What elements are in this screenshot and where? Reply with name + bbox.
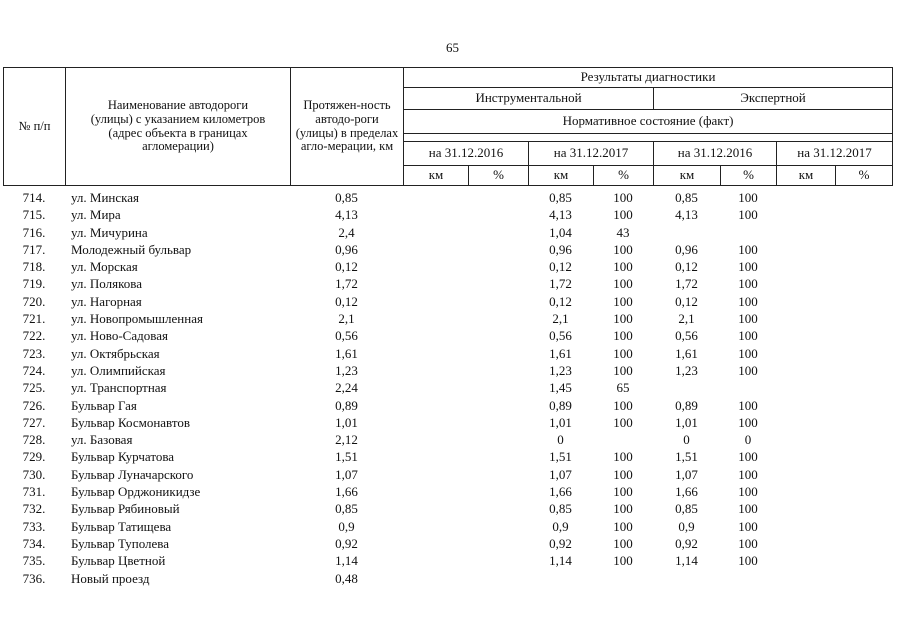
road-length: 0,85 <box>335 501 358 517</box>
road-name: Молодежный бульвар <box>71 241 192 257</box>
value-cell <box>835 189 892 206</box>
column-header-name: Наименование автодороги (улицы) с указанием километров (адрес объекта в границах агломерации) <box>66 68 291 186</box>
road-name: Бульвар Орджоникидзе <box>71 484 201 500</box>
road-length: 1,23 <box>335 362 358 378</box>
row-number: 722. <box>22 328 46 344</box>
table-row <box>3 345 892 362</box>
value-cell <box>776 258 835 275</box>
value-cell <box>468 535 528 552</box>
value-cell <box>776 275 835 292</box>
row-number: 729. <box>22 449 46 465</box>
value-cell: 0,12 <box>549 293 572 309</box>
value-cell: 100 <box>613 190 633 205</box>
value-cell <box>776 518 835 535</box>
header-unit: % <box>469 166 529 186</box>
value-cell: 100 <box>738 362 758 378</box>
value-cell <box>835 293 892 310</box>
value-cell: 100 <box>738 414 758 430</box>
value-cell: 100 <box>738 501 758 517</box>
header-spacer <box>404 134 893 142</box>
value-cell: 100 <box>738 397 758 413</box>
value-cell <box>776 293 835 310</box>
value-cell: 1,01 <box>675 414 698 430</box>
road-name: ул. Морская <box>71 259 138 275</box>
value-cell <box>468 397 528 414</box>
table-row <box>3 189 892 206</box>
table-row <box>3 327 892 344</box>
road-name: ул. Новопромышленная <box>71 311 203 327</box>
value-cell: 100 <box>613 518 633 534</box>
road-length: 1,72 <box>335 276 358 292</box>
value-cell <box>403 570 468 587</box>
row-number: 732. <box>22 501 46 517</box>
value-cell <box>776 241 835 258</box>
table-row <box>3 293 892 310</box>
value-cell: 100 <box>613 397 633 413</box>
value-cell: 0 <box>744 432 752 448</box>
value-cell <box>653 224 720 241</box>
value-cell <box>776 431 835 448</box>
road-name: ул. Мира <box>71 207 121 223</box>
row-number: 719. <box>22 276 46 292</box>
table-row <box>3 552 892 569</box>
header-date: на 31.12.2016 <box>404 142 529 166</box>
value-cell: 1,51 <box>675 449 698 465</box>
value-cell: 1,14 <box>675 553 698 569</box>
header-instrumental: Инструментальной <box>404 88 654 110</box>
table-row <box>3 448 892 465</box>
row-number: 733. <box>22 518 46 534</box>
value-cell: 100 <box>738 276 758 292</box>
value-cell <box>835 570 892 587</box>
value-cell <box>403 310 468 327</box>
value-cell <box>776 224 835 241</box>
value-cell: 100 <box>613 259 633 275</box>
value-cell: 100 <box>738 241 758 257</box>
value-cell <box>776 189 835 206</box>
value-cell: 100 <box>613 345 633 361</box>
value-cell <box>776 448 835 465</box>
road-length: 0,92 <box>335 535 358 551</box>
header-unit: км <box>654 166 721 186</box>
value-cell <box>776 535 835 552</box>
table-row <box>3 224 892 241</box>
road-name: ул. Олимпийская <box>71 362 166 378</box>
road-name: ул. Октябрьская <box>71 345 160 361</box>
value-cell: 0,12 <box>549 259 572 275</box>
value-cell <box>835 397 892 414</box>
table-row <box>3 310 892 327</box>
value-cell <box>835 275 892 292</box>
table-row <box>3 414 892 431</box>
value-cell: 100 <box>613 466 633 482</box>
header-results: Результаты диагностики <box>404 68 893 88</box>
header-expert: Экспертной <box>654 88 893 110</box>
value-cell: 100 <box>738 190 758 205</box>
value-cell <box>403 500 468 517</box>
value-cell <box>835 241 892 258</box>
value-cell <box>835 500 892 517</box>
value-cell: 1,14 <box>549 553 572 569</box>
value-cell <box>468 275 528 292</box>
road-length: 2,24 <box>335 380 358 396</box>
value-cell <box>653 379 720 396</box>
value-cell <box>720 379 776 396</box>
road-length: 0,9 <box>338 518 355 534</box>
table-row <box>3 466 892 483</box>
table-row <box>3 241 892 258</box>
value-cell: 0,85 <box>549 501 572 517</box>
value-cell: 100 <box>738 328 758 344</box>
value-cell <box>776 310 835 327</box>
value-cell: 0,85 <box>675 190 698 205</box>
value-cell: 100 <box>613 449 633 465</box>
value-cell <box>835 224 892 241</box>
road-name: Бульвар Цветной <box>71 553 166 569</box>
value-cell: 100 <box>613 276 633 292</box>
header-normative: Нормативное состояние (факт) <box>404 110 893 134</box>
value-cell <box>468 293 528 310</box>
value-cell <box>403 483 468 500</box>
road-length: 1,14 <box>335 553 358 569</box>
value-cell <box>528 570 593 587</box>
header-unit: % <box>836 166 893 186</box>
header-date: на 31.12.2016 <box>654 142 777 166</box>
road-length: 4,13 <box>335 207 358 223</box>
value-cell: 43 <box>616 224 630 240</box>
value-cell: 0,96 <box>675 241 698 257</box>
value-cell: 0,56 <box>675 328 698 344</box>
value-cell: 100 <box>613 535 633 551</box>
table-row <box>3 275 892 292</box>
road-length: 1,51 <box>335 449 358 465</box>
value-cell <box>720 570 776 587</box>
value-cell: 1,01 <box>549 414 572 430</box>
row-number: 735. <box>22 553 46 569</box>
value-cell: 100 <box>613 241 633 257</box>
value-cell: 0,85 <box>675 501 698 517</box>
value-cell <box>776 379 835 396</box>
row-number: 725. <box>22 380 46 396</box>
value-cell <box>468 414 528 431</box>
value-cell: 1,72 <box>675 276 698 292</box>
row-number: 721. <box>22 311 46 327</box>
value-cell <box>403 397 468 414</box>
value-cell: 100 <box>613 311 633 327</box>
value-cell: 1,07 <box>675 466 698 482</box>
value-cell <box>468 362 528 379</box>
value-cell <box>403 431 468 448</box>
value-cell: 4,13 <box>675 207 698 223</box>
value-cell <box>835 206 892 223</box>
value-cell <box>835 552 892 569</box>
row-number: 726. <box>22 397 46 413</box>
column-header-number: № п/п <box>4 68 66 186</box>
row-number: 734. <box>22 535 46 551</box>
value-cell <box>776 362 835 379</box>
value-cell <box>403 258 468 275</box>
value-cell <box>403 362 468 379</box>
value-cell: 100 <box>613 484 633 500</box>
row-number: 718. <box>22 259 46 275</box>
value-cell: 2,1 <box>678 311 695 327</box>
value-cell: 100 <box>613 414 633 430</box>
road-name: ул. Полякова <box>71 276 142 292</box>
value-cell: 0,12 <box>675 259 698 275</box>
value-cell: 100 <box>613 362 633 378</box>
value-cell <box>403 206 468 223</box>
road-name: ул. Ново-Садовая <box>71 328 168 344</box>
value-cell: 0,9 <box>678 518 695 534</box>
value-cell <box>776 483 835 500</box>
table-row <box>3 431 892 448</box>
value-cell <box>776 500 835 517</box>
value-cell <box>468 379 528 396</box>
value-cell <box>776 466 835 483</box>
table-row <box>3 518 892 535</box>
value-cell <box>593 570 653 587</box>
value-cell <box>403 241 468 258</box>
value-cell: 100 <box>613 207 633 223</box>
value-cell: 1,23 <box>549 362 572 378</box>
value-cell: 0,56 <box>549 328 572 344</box>
value-cell <box>403 293 468 310</box>
road-length: 0,48 <box>335 570 358 586</box>
header-unit: % <box>594 166 654 186</box>
value-cell <box>835 466 892 483</box>
value-cell <box>403 345 468 362</box>
value-cell: 1,23 <box>675 362 698 378</box>
value-cell: 65 <box>616 380 630 396</box>
value-cell: 1,72 <box>549 276 572 292</box>
value-cell: 100 <box>738 207 758 223</box>
value-cell: 100 <box>738 293 758 309</box>
value-cell: 1,07 <box>549 466 572 482</box>
road-name: Бульвар Луначарского <box>71 466 194 482</box>
table-row <box>3 483 892 500</box>
value-cell <box>468 189 528 206</box>
value-cell: 1,51 <box>549 449 572 465</box>
value-cell <box>468 431 528 448</box>
value-cell: 0,85 <box>549 190 572 205</box>
row-number: 715. <box>22 207 46 223</box>
value-cell: 4,13 <box>549 207 572 223</box>
row-number: 723. <box>22 345 46 361</box>
value-cell <box>720 224 776 241</box>
header-unit: км <box>529 166 594 186</box>
value-cell: 100 <box>738 466 758 482</box>
value-cell <box>653 570 720 587</box>
value-cell <box>403 414 468 431</box>
table-row <box>3 258 892 275</box>
value-cell: 100 <box>738 259 758 275</box>
value-cell <box>835 310 892 327</box>
road-name: ул. Минская <box>71 190 140 205</box>
road-length: 1,01 <box>335 414 358 430</box>
value-cell <box>403 327 468 344</box>
value-cell <box>835 414 892 431</box>
road-name: ул. Базовая <box>71 432 133 448</box>
row-number: 716. <box>22 224 46 240</box>
value-cell: 0,92 <box>549 535 572 551</box>
value-cell: 100 <box>613 501 633 517</box>
road-length: 0,85 <box>335 190 358 205</box>
value-cell <box>468 310 528 327</box>
value-cell: 1,66 <box>549 484 572 500</box>
header-unit: км <box>404 166 469 186</box>
row-number: 736. <box>22 570 46 586</box>
value-cell: 100 <box>738 484 758 500</box>
value-cell: 1,61 <box>549 345 572 361</box>
value-cell: 0 <box>557 432 564 448</box>
value-cell <box>468 448 528 465</box>
value-cell <box>403 189 468 206</box>
value-cell: 0,89 <box>549 397 572 413</box>
value-cell: 0,9 <box>552 518 569 534</box>
value-cell <box>403 552 468 569</box>
value-cell <box>468 241 528 258</box>
header-unit: % <box>721 166 777 186</box>
value-cell <box>403 448 468 465</box>
header-unit: км <box>777 166 836 186</box>
value-cell <box>468 552 528 569</box>
table-header <box>3 67 893 186</box>
road-name: Новый проезд <box>71 570 150 586</box>
value-cell <box>776 414 835 431</box>
value-cell: 1,66 <box>675 484 698 500</box>
value-cell: 0,12 <box>675 293 698 309</box>
row-number: 724. <box>22 362 46 378</box>
header-date: на 31.12.2017 <box>777 142 893 166</box>
value-cell <box>468 466 528 483</box>
value-cell <box>403 518 468 535</box>
table-row <box>3 570 892 587</box>
value-cell: 0,89 <box>675 397 698 413</box>
value-cell <box>835 431 892 448</box>
value-cell <box>468 518 528 535</box>
value-cell <box>468 483 528 500</box>
value-cell <box>835 448 892 465</box>
value-cell: 100 <box>738 449 758 465</box>
row-number: 720. <box>22 293 46 309</box>
road-name: Бульвар Туполева <box>71 535 170 551</box>
road-length: 0,12 <box>335 259 358 275</box>
value-cell: 100 <box>613 328 633 344</box>
value-cell: 100 <box>613 293 633 309</box>
value-cell <box>835 535 892 552</box>
value-cell <box>403 275 468 292</box>
value-cell <box>468 500 528 517</box>
road-name: Бульвар Рябиновый <box>71 501 180 517</box>
value-cell <box>468 206 528 223</box>
value-cell: 2,1 <box>552 311 569 327</box>
data-table <box>3 189 892 587</box>
road-name: ул. Мичурина <box>71 224 148 240</box>
value-cell <box>776 397 835 414</box>
value-cell <box>403 224 468 241</box>
row-number: 730. <box>22 466 46 482</box>
value-cell: 0 <box>683 432 690 448</box>
value-cell <box>593 431 653 448</box>
value-cell: 1,45 <box>549 380 572 396</box>
row-number: 727. <box>22 414 46 430</box>
value-cell: 0,92 <box>675 535 698 551</box>
value-cell: 1,61 <box>675 345 698 361</box>
value-cell: 100 <box>738 518 758 534</box>
road-name: Бульвар Гая <box>71 397 137 413</box>
value-cell: 100 <box>738 553 758 569</box>
road-name: ул. Нагорная <box>71 293 142 309</box>
row-number: 714. <box>22 190 46 205</box>
value-cell <box>776 327 835 344</box>
table-row <box>3 397 892 414</box>
page-number: 65 <box>446 40 459 55</box>
road-length: 2,4 <box>338 224 355 240</box>
value-cell <box>776 206 835 223</box>
value-cell: 100 <box>738 345 758 361</box>
value-cell <box>403 535 468 552</box>
road-length: 0,12 <box>335 293 358 309</box>
value-cell <box>835 362 892 379</box>
value-cell: 0,96 <box>549 241 572 257</box>
road-length: 0,96 <box>335 241 358 257</box>
value-cell <box>776 552 835 569</box>
value-cell <box>776 345 835 362</box>
value-cell: 100 <box>738 311 758 327</box>
value-cell <box>835 518 892 535</box>
row-number: 731. <box>22 484 46 500</box>
value-cell <box>468 258 528 275</box>
table-row <box>3 535 892 552</box>
road-length: 1,07 <box>335 466 358 482</box>
road-name: Бульвар Курчатова <box>71 449 175 465</box>
value-cell: 100 <box>738 535 758 551</box>
value-cell <box>835 483 892 500</box>
table-row <box>3 379 892 396</box>
header-date: на 31.12.2017 <box>529 142 654 166</box>
road-name: Бульвар Татищева <box>71 518 172 534</box>
value-cell <box>403 379 468 396</box>
row-number: 717. <box>22 241 46 257</box>
road-name: Бульвар Космонавтов <box>71 414 191 430</box>
value-cell <box>835 379 892 396</box>
row-number: 728. <box>22 432 46 448</box>
value-cell <box>468 570 528 587</box>
value-cell <box>468 327 528 344</box>
value-cell <box>835 327 892 344</box>
table-row <box>3 362 892 379</box>
table-row <box>3 206 892 223</box>
road-length: 1,66 <box>335 484 358 500</box>
value-cell: 1,04 <box>549 224 572 240</box>
road-length: 2,1 <box>338 311 355 327</box>
column-header-length: Протяжен-ность автодо-роги (улицы) в пределах агло-мерации, км <box>291 68 404 186</box>
road-length: 2,12 <box>335 432 358 448</box>
value-cell: 100 <box>613 553 633 569</box>
value-cell <box>403 466 468 483</box>
road-length: 0,89 <box>335 397 358 413</box>
value-cell <box>468 345 528 362</box>
road-length: 1,61 <box>335 345 358 361</box>
road-length: 0,56 <box>335 328 358 344</box>
value-cell <box>776 570 835 587</box>
table-row <box>3 500 892 517</box>
road-name: ул. Транспортная <box>71 380 167 396</box>
value-cell <box>835 258 892 275</box>
value-cell <box>835 345 892 362</box>
value-cell <box>468 224 528 241</box>
